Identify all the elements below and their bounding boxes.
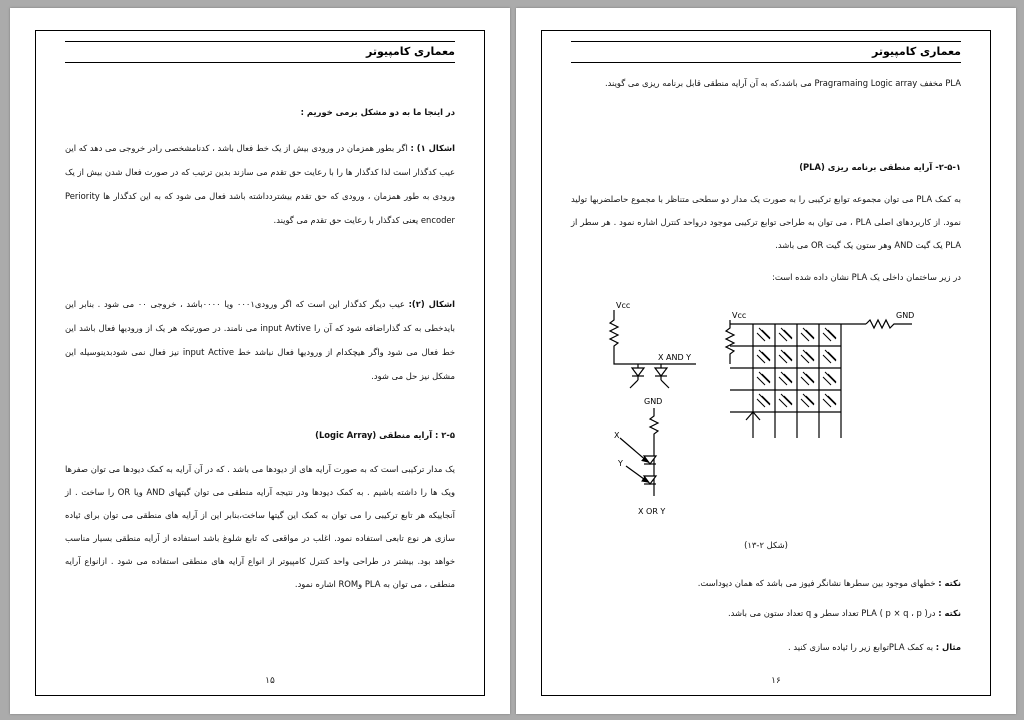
vcc-label-right: Vcc: [732, 311, 747, 320]
problem1-paragraph: [65, 136, 455, 232]
problem2-label: اشکال (۲):: [408, 299, 455, 309]
figure-caption: (شکل ۲-۱۳): [744, 540, 788, 550]
and-gate-circuit: [610, 310, 696, 388]
intro-text: در اینجا ما به دو مشکل برمی خوریم :: [300, 107, 455, 117]
problem1-text: اگر بطور همزمان در ورودی بیش از یک خط فعال باشد ، کدنامشخصی رادر خروجی می دهد که این عیب کدگذار است لذا کدگذار ها را با رعایت حق تقدم می سازند بدین ترتیب که در صورت فعال شدن بیش از یک ورودی به طور همزمان ، ورودی که حق تقدم بیشتردداشته باشد فعال می شود که به این کدگذار ها Periority encoder یعنی کدگذار با رعایت حق تقدم می گویند.: [65, 143, 455, 225]
vcc-label-left: Vcc: [616, 301, 631, 310]
example-text: به کمک PLAتوابع زیر را ئیاده سازی کنید .: [788, 642, 934, 652]
page-header-title: معماری کامپیوتر: [65, 41, 455, 63]
gnd-label-left: GND: [644, 397, 663, 406]
or-gate-circuit: [620, 408, 658, 496]
problem1-label: اشکال ۱) :: [410, 143, 456, 153]
right-page: [516, 8, 1016, 714]
note1-label: نکته :: [938, 578, 961, 588]
note2-label: نکته :: [938, 608, 961, 618]
x-input-label: X: [614, 431, 620, 440]
gnd-label-right: GND: [896, 311, 915, 320]
section-heading-pla: ۲-۵-۱- آرایه منطقی برنامه ریزی (PLA): [799, 162, 961, 172]
problem2-text: عیب دیگر کدگذار این است که اگر ورودی۰۰۰۱ ویا ۰۰۰۰باشد ، خروجی ۰۰ می شود . بنابر این بایدخطی به کد گذاراضافه شود که آن را input Avtive می نامند. در صورتیکه هر یک از ورودیها فعال باشد این خط فعال می شود واگر هیچکدام از ورودیها فعال نباشد خط input Active نیز فعال نمی شودبدینوسیله این مشکل نیز حل می شود.: [65, 299, 456, 381]
example-paragraph: [571, 640, 961, 654]
page-number-right: ۱۶: [771, 676, 781, 686]
diode-icon: [655, 368, 667, 376]
pla-grid: [726, 320, 912, 438]
y-input-label: Y: [618, 459, 623, 468]
page-header-title: معماری کامپیوتر: [571, 41, 961, 63]
section-heading-logic-array: ۲-۵ : آرایه منطقی (Logic Array): [315, 430, 455, 440]
note1-paragraph: [571, 576, 961, 590]
note2-text: در( PLA ( p × q ، p تعداد سطر و q تعداد ستون می باشد.: [727, 608, 936, 618]
pla-paragraph: به کمک PLA می توان مجموعه توابع ترکیبی را به صورت یک مدار دو سطحی متناظر با مجموع حاصلضربها تولید نمود. از کاربردهای اصلی PLA ، می توان به طراحی توابع ترکیبی موجود درواحد کنترل اشاره نمود . هر سطر از PLA یک گیت AND وهر ستون یک گیت OR می باشد.: [571, 194, 962, 250]
note2-paragraph: [571, 606, 961, 620]
or-output-label: X OR Y: [638, 507, 666, 516]
pla-intro-paragraph: PLA مخفف Pragramaing Logic array می باشد،که به آن آرایه منطقی قابل برنامه ریزی می گویند.: [605, 78, 961, 88]
page-number-left: ۱۵: [265, 676, 275, 686]
left-page: [10, 8, 510, 714]
logic-array-paragraph: یک مدار ترکیبی است که به صورت آرایه های از دیودها می باشد . که در آن آرایه به کمک دیودها می توان صفرها ویک ها را داشته باشیم . به کمک دیودها ودر نتیجه آرایه منطقی می توان گیتهای AND ویا OR را ساخت . از آنجاییکه هر تابع ترکیبی را می توان به کمک این گیتها ساخت،بنابر این از آرایه های منطقی می توان برای ئیاده سازی هر نوع تابعی استفاده نمود. اغلب در مواقعی که تابع شلوغ باشد استفاده از آرایه منطقی بسیار مناسب خواهد بود. بیشتر در طراحی واحد کنترل کامپیوتر از انواع آرایه های منطقی استفاده می شود . ازانواع آرایه منطقی ، می توان به PLA وROM اشاره نمود.: [65, 464, 455, 589]
note1-text: خطهای موجود بین سطرها نشانگر فیوز می باشد که همان دیوداست.: [697, 578, 936, 588]
structure-caption: در زیر ساختمان داخلی یک PLA نشان داده شده است:: [772, 272, 961, 282]
example-label: مثال :: [935, 642, 961, 652]
problem2-paragraph: [65, 292, 455, 388]
diode-icon: [632, 368, 644, 376]
and-output-label: X AND Y: [658, 353, 692, 362]
